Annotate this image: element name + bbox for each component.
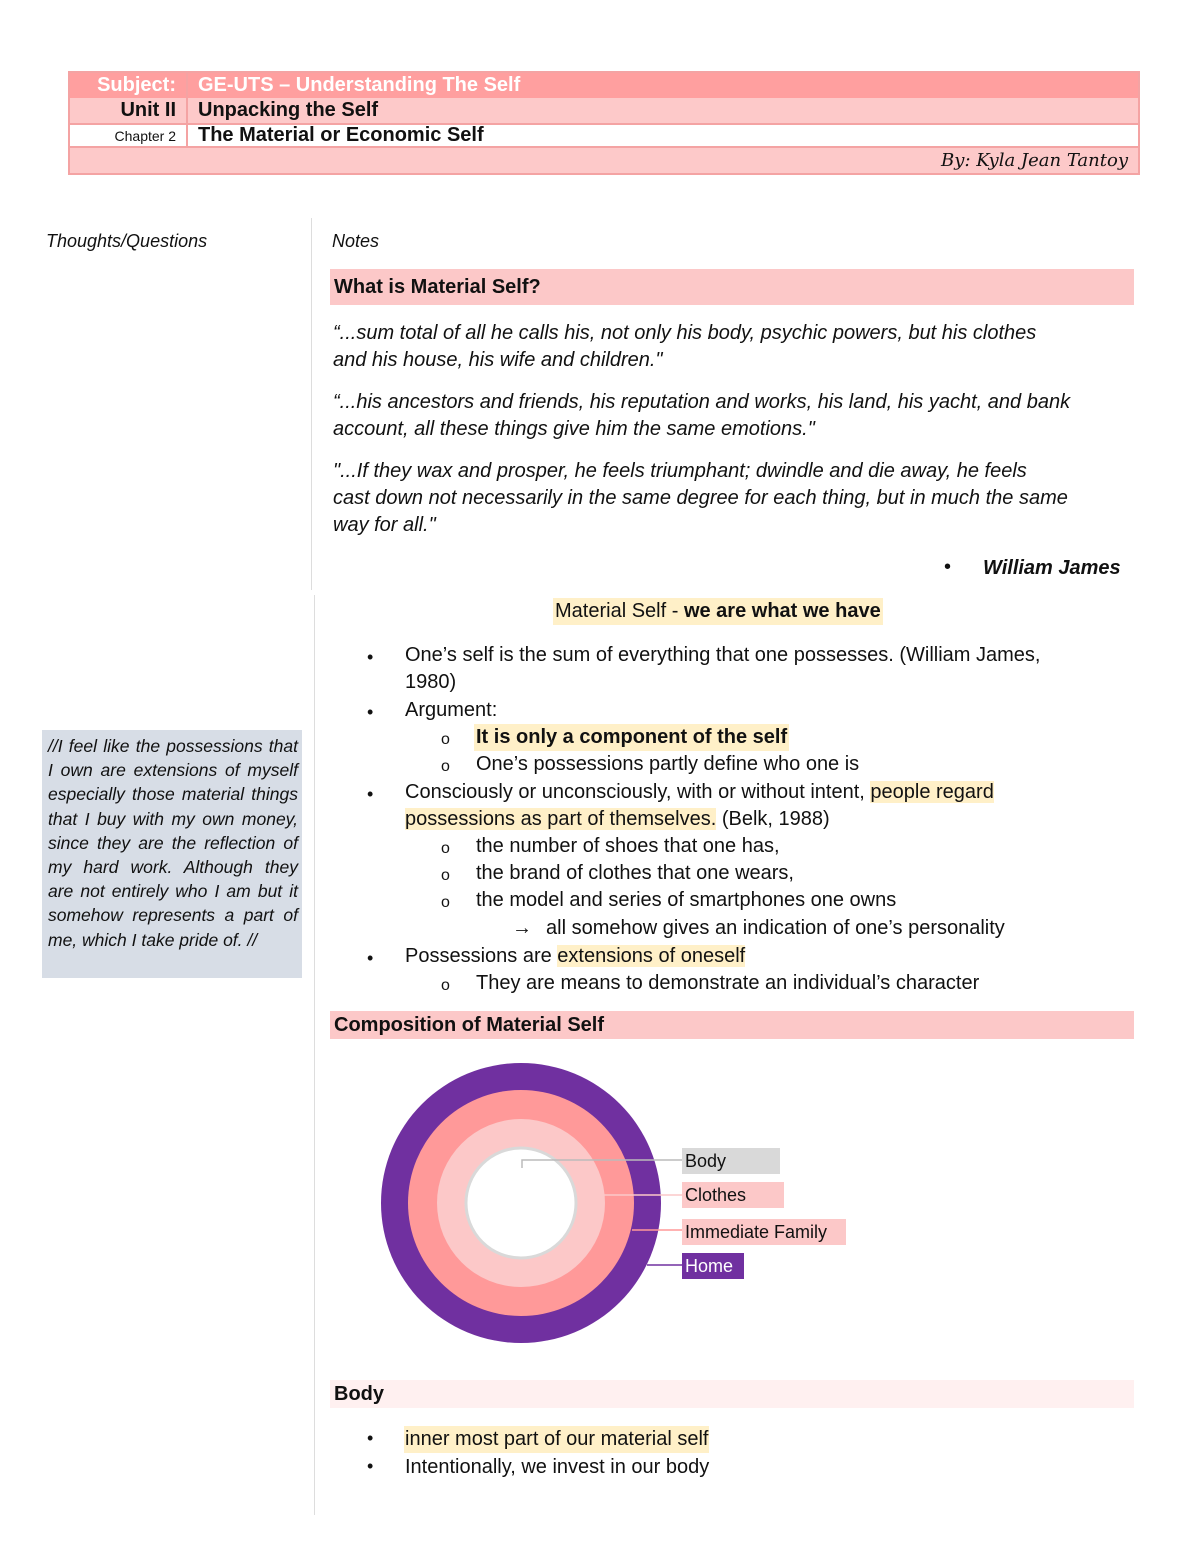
- body-bullet-2: Intentionally, we invest in our body: [405, 1456, 710, 1478]
- bullet-dot: •: [367, 784, 374, 804]
- ring-body: [466, 1148, 576, 1258]
- composition-diagram: [370, 1055, 890, 1355]
- definition-meaning: we are what we have: [683, 600, 881, 622]
- chapter-value: The Material or Economic Self: [198, 124, 484, 146]
- definition-term: Material Self -: [555, 600, 684, 622]
- sub-bullet-circle: o: [441, 894, 450, 911]
- chapter-row: [70, 123, 1138, 148]
- unit-label: Unit II: [70, 98, 188, 123]
- column-divider: [311, 218, 312, 590]
- legend-body: Body: [682, 1148, 780, 1174]
- sub-bullet-circle: o: [441, 731, 450, 748]
- quote-3: [333, 458, 1133, 539]
- bullet-2: Argument:: [405, 699, 498, 721]
- bullet-2a: It is only a component of the self: [474, 724, 789, 751]
- author: By: Kyla Jean Tantoy: [941, 150, 1128, 171]
- quote-3-line-1: "...If they wax and prosper, he feels triumphant; dwindle and die away, he feels: [333, 460, 1027, 482]
- thoughts-column-label: Thoughts/Questions: [46, 231, 208, 251]
- quote-1-line-1: “...sum total of all he calls his, not only his body, psychic powers, but his clothes: [333, 322, 1037, 344]
- legend-home: Home: [682, 1253, 744, 1279]
- bullet-4a: They are means to demonstrate an individual’s character: [476, 972, 980, 994]
- quote-2: [333, 389, 1133, 443]
- subject-row: [70, 73, 1138, 98]
- what-is-heading: What is Material Self?: [330, 269, 1134, 305]
- body-heading: Body: [330, 1380, 1134, 1408]
- body-bullet-1: inner most part of our material self: [404, 1426, 709, 1453]
- subject-value: GE-UTS – Understanding The Self: [198, 74, 521, 96]
- sub-bullet-circle: o: [441, 840, 450, 857]
- quote-2-line-1: “...his ancestors and friends, his reputation and works, his land, his yacht, and bank: [333, 391, 1071, 413]
- bullet-1-line-1: One’s self is the sum of everything that one possesses. (William James,: [405, 644, 1041, 666]
- bullet-2b: One’s possessions partly define who one is: [476, 753, 860, 775]
- arrow-icon: →: [512, 917, 532, 939]
- sub-bullet-circle: o: [441, 977, 450, 994]
- bullet-4-pre: Possessions are: [405, 945, 558, 967]
- column-divider-lower: [314, 595, 315, 1515]
- bullet-3b: the brand of clothes that one wears,: [476, 862, 794, 884]
- author-row: [70, 148, 1138, 173]
- composition-heading: Composition of Material Self: [330, 1011, 1134, 1039]
- quote-3-line-3: way for all.": [333, 514, 436, 536]
- subject-label: Subject:: [70, 73, 188, 98]
- chapter-label: Chapter 2: [70, 125, 188, 146]
- side-note: //I feel like the possessions that I own are extensions of myself especially those material things that I buy with my own money, since they are the reflection of my hard work. Although they are not entirely who I am but it somehow represents a part of me, which I take pride of. //: [42, 730, 302, 978]
- notes-column-label: Notes: [332, 231, 380, 251]
- bullet-3c: the model and series of smartphones one owns: [476, 889, 897, 911]
- sub-bullet-circle: o: [441, 867, 450, 884]
- bullet-4: [405, 943, 745, 970]
- quote-1-line-2: and his house, his wife and children.": [333, 349, 663, 371]
- legend-clothes: Clothes: [682, 1182, 784, 1208]
- definition: [553, 598, 883, 625]
- quote-2-line-2: account, all these things give him the same emotions.": [333, 418, 815, 440]
- bullet-3-pre: Consciously or unconsciously, with or without intent,: [405, 781, 871, 803]
- quote-1: [333, 320, 1133, 374]
- bullet-1-line-2: 1980): [405, 671, 457, 693]
- bullet-3-highlight-2: possessions as part of themselves.: [405, 808, 717, 830]
- bullet-3a: the number of shoes that one has,: [476, 835, 780, 857]
- bullet-3-line-1: [405, 779, 994, 806]
- unit-row: [70, 98, 1138, 123]
- sub-bullet-circle: o: [441, 758, 450, 775]
- bullet-4-highlight: extensions of oneself: [557, 945, 746, 967]
- header-table: [68, 71, 1140, 175]
- quote-3-line-2: cast down not necessarily in the same degree for each thing, but in much the same: [333, 487, 1068, 509]
- bullet-3-arrow: all somehow gives an indication of one’s personality: [546, 917, 1005, 939]
- bullet-3-post: (Belk, 1988): [716, 808, 830, 830]
- attribution: William James: [983, 557, 1121, 579]
- bullet-dot: •: [944, 556, 952, 578]
- bullet-dot: •: [367, 702, 374, 722]
- bullet-3-line-2: [405, 806, 830, 833]
- bullet-dot: •: [367, 1456, 374, 1476]
- bullet-dot: •: [367, 948, 374, 968]
- legend-immediate-family: Immediate Family: [682, 1219, 846, 1245]
- bullet-3-highlight-1: people regard: [870, 781, 994, 803]
- bullet-dot: •: [367, 1428, 374, 1448]
- unit-value: Unpacking the Self: [198, 99, 379, 121]
- bullet-dot: •: [367, 647, 374, 667]
